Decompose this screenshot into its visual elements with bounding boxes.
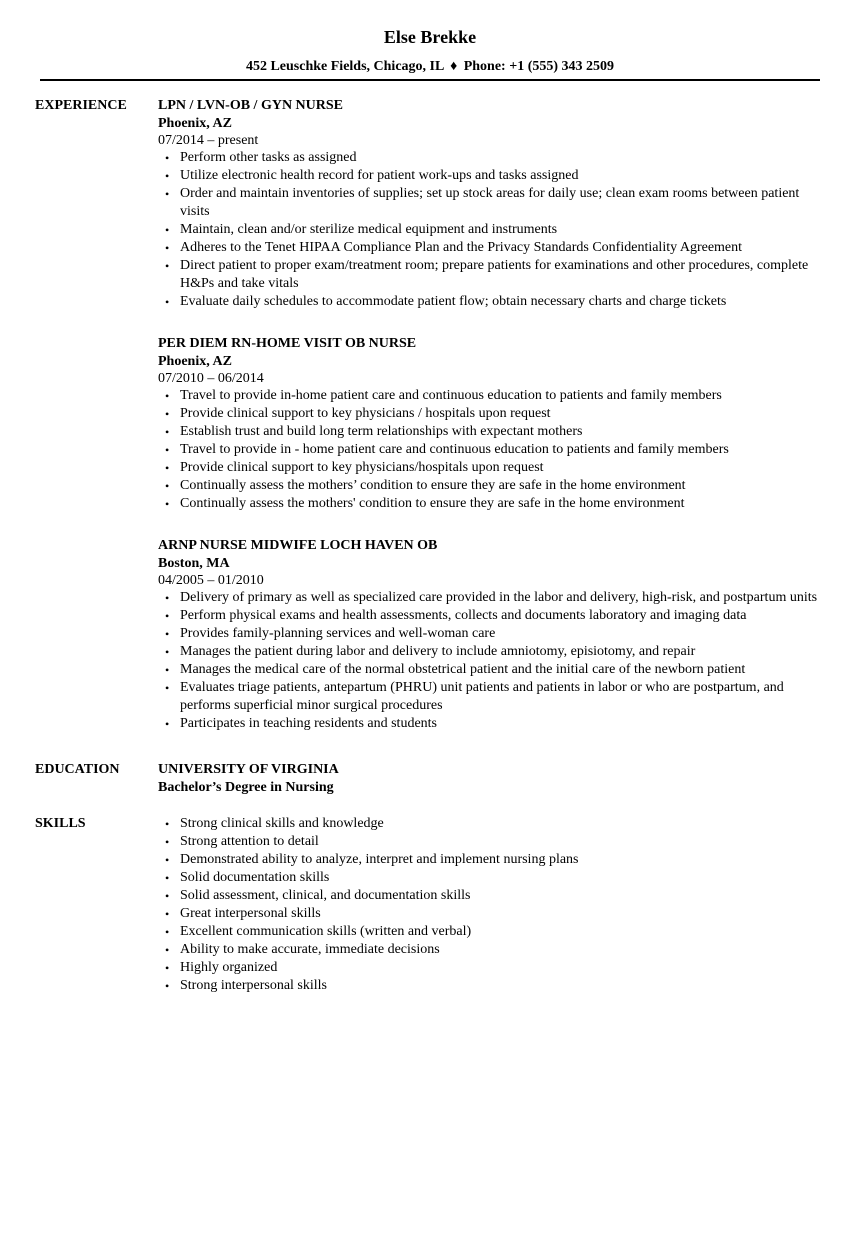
education-body — [158, 761, 820, 797]
degree: Bachelor’s Degree in Nursing — [158, 780, 334, 795]
job-entry — [158, 97, 820, 311]
skill-item: • Strong clinical skills and knowledge — [165, 815, 820, 833]
job-dates: 07/2014 – present — [158, 133, 259, 148]
bullet-item: • Adheres to the Tenet HIPAA Compliance Plan and the Privacy Standards Confidentiality Agreement — [165, 239, 820, 257]
bullet-item: • Delivery of primary as well as specialized care provided in the labor and delivery, high-risk, and postpartum units — [165, 589, 820, 607]
skill-item: • Strong interpersonal skills — [165, 977, 820, 995]
bullet-item: • Provides family-planning services and well-woman care — [165, 625, 820, 643]
skills-list — [158, 815, 820, 995]
bullet-item: • Travel to provide in - home patient care and continuous education to patients and family members — [165, 441, 820, 459]
section-title-skills: SKILLS — [35, 816, 86, 831]
bullet-item: • Continually assess the mothers' condition to ensure they are safe in the home environment — [165, 495, 820, 513]
job-bullets — [158, 589, 820, 733]
bullet-item: • Perform other tasks as assigned — [165, 149, 820, 167]
resume-header — [40, 26, 820, 76]
skill-item: • Excellent communication skills (written and verbal) — [165, 923, 820, 941]
job-location: Phoenix, AZ — [158, 354, 232, 369]
job-title: ARNP NURSE MIDWIFE LOCH HAVEN OB — [158, 538, 438, 553]
skill-item: • Ability to make accurate, immediate decisions — [165, 941, 820, 959]
job-bullets — [158, 149, 820, 311]
school-name: UNIVERSITY OF VIRGINIA — [158, 762, 339, 777]
bullet-item: • Utilize electronic health record for patient work-ups and tasks assigned — [165, 167, 820, 185]
bullet-item: • Continually assess the mothers’ condition to ensure they are safe in the home environment — [165, 477, 820, 495]
bullet-item: • Perform physical exams and health assessments, collects and documents laboratory and imaging data — [165, 607, 820, 625]
education-section — [35, 763, 820, 797]
job-title: PER DIEM RN-HOME VISIT OB NURSE — [158, 336, 417, 351]
skill-item: • Great interpersonal skills — [165, 905, 820, 923]
bullet-item: • Establish trust and build long term relationships with expectant mothers — [165, 423, 820, 441]
bullet-item: • Direct patient to proper exam/treatment room; prepare patients for examinations and other procedures, complete H&Ps and take vitals — [165, 257, 820, 293]
contact-line — [40, 58, 820, 76]
job-dates: 04/2005 – 01/2010 — [158, 573, 264, 588]
bullet-item: • Maintain, clean and/or sterilize medical equipment and instruments — [165, 221, 820, 239]
skill-item: • Solid assessment, clinical, and documentation skills — [165, 887, 820, 905]
skills-section — [35, 817, 820, 995]
bullet-item: • Manages the medical care of the normal obstetrical patient and the initial care of the newborn patient — [165, 661, 820, 679]
job-bullets — [158, 387, 820, 513]
job-dates: 07/2010 – 06/2014 — [158, 371, 264, 386]
phone: Phone: +1 (555) 343 2509 — [463, 59, 615, 74]
skill-item: • Highly organized — [165, 959, 820, 977]
section-title-education: EDUCATION — [35, 762, 120, 777]
skills-body — [158, 815, 820, 995]
bullet-item: • Provide clinical support to key physicians / hospitals upon request — [165, 405, 820, 423]
job-title: LPN / LVN-OB / GYN NURSE — [158, 98, 344, 113]
bullet-item: • Manages the patient during labor and delivery to include amniotomy, episiotomy, and repair — [165, 643, 820, 661]
bullet-item: • Evaluate daily schedules to accommodate patient flow; obtain necessary charts and charge tickets — [165, 293, 820, 311]
bullet-item: • Evaluates triage patients, antepartum (PHRU) unit patients and patients in labor or who are postpartum, and performs superficial minor surgical procedures — [165, 679, 820, 715]
job-entry — [158, 537, 820, 733]
bullet-item: • Travel to provide in-home patient care and continuous education to patients and family members — [165, 387, 820, 405]
experience-section — [35, 99, 820, 733]
section-title-experience: EXPERIENCE — [35, 98, 127, 113]
skill-item: • Strong attention to detail — [165, 833, 820, 851]
bullet-item: • Order and maintain inventories of supplies; set up stock areas for daily use; clean exam rooms between patient visits — [165, 185, 820, 221]
bullet-item: • Provide clinical support to key physicians/hospitals upon request — [165, 459, 820, 477]
candidate-name: Else Brekke — [383, 27, 477, 47]
job-entry — [158, 335, 820, 513]
header-divider — [40, 79, 820, 81]
skill-item: • Solid documentation skills — [165, 869, 820, 887]
skill-item: • Demonstrated ability to analyze, interpret and implement nursing plans — [165, 851, 820, 869]
diamond-separator-icon: ♦ — [450, 59, 458, 74]
address: 452 Leuschke Fields, Chicago, IL — [245, 59, 444, 74]
job-location: Phoenix, AZ — [158, 116, 232, 131]
bullet-item: • Participates in teaching residents and students — [165, 715, 820, 733]
job-location: Boston, MA — [158, 556, 230, 571]
experience-list — [158, 97, 820, 733]
